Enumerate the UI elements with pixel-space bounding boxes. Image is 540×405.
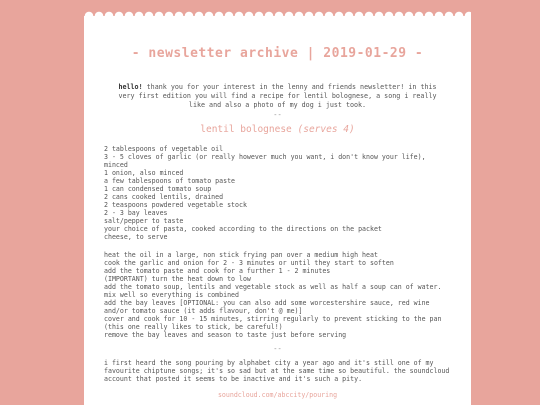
newsletter-page — [84, 16, 471, 405]
steps-list — [104, 251, 451, 339]
ingredient-line: 2 cans cooked lentils, drained — [104, 193, 224, 201]
step-line: add the tomato paste and cook for a further 1 - 2 minutes — [104, 267, 331, 275]
ingredients-list — [104, 145, 451, 241]
separator: -- — [273, 111, 282, 119]
ingredient-line: cheese, to serve — [104, 233, 168, 241]
intro-greeting: hello! — [118, 83, 143, 91]
intro-paragraph — [104, 83, 451, 110]
step-line: cook the garlic and onion for 2 - 3 minutes or until they start to soften — [104, 259, 394, 267]
page-title: - newsletter archive | 2019-01-29 - — [131, 46, 424, 61]
step-line: (IMPORTANT) turn the heat down to low — [104, 275, 251, 283]
song-paragraph: i first heard the song pouring by alphabet city a year ago and it's still one of my favourite chiptune songs; it's so sad but at the same time so beautiful. the soundcloud account that posted it seems to be inactive and it's such a pity. — [104, 359, 454, 383]
separator-2: -- — [273, 345, 282, 353]
recipe-name: lentil bolognese — [200, 124, 292, 135]
ingredient-line: 1 can condensed tomato soup — [104, 185, 212, 193]
ingredient-line: 2 - 3 bay leaves — [104, 209, 168, 217]
ingredient-line: 1 onion, also minced — [104, 169, 184, 177]
step-line: cover and cook for 10 - 15 minutes, stirring regularly to prevent sticking to the pan (this one really likes to stick, be careful!) — [104, 315, 446, 331]
ingredient-line: salt/pepper to taste — [104, 217, 184, 225]
song-link[interactable]: soundcloud.com/abccity/pouring — [217, 391, 338, 399]
step-line: remove the bay leaves and season to taste just before serving — [104, 331, 347, 339]
intro-text: thank you for your interest in the lenny and friends newsletter! in this very first edition you will find a recipe for lentil bolognese, a song i really like and also a photo of my dog i just took. — [118, 83, 437, 109]
ingredient-line: 2 teaspoons powdered vegetable stock — [104, 201, 247, 209]
recipe-title — [104, 124, 451, 135]
recipe-serves: (serves 4) — [297, 124, 355, 135]
step-line: add the bay leaves [OPTIONAL: you can also add some worcestershire sauce, red wine and/or tomato sauce (it adds flavour, don't @ me)] — [104, 299, 434, 315]
ingredient-line: your choice of pasta, cooked according to the directions on the packet — [104, 225, 382, 233]
ingredient-line: 2 tablespoons of vegetable oil — [104, 145, 224, 153]
step-line: add the tomato soup, lentils and vegetable stock as well as half a soup can of water. mix well so everything is combined — [104, 283, 446, 299]
ingredient-line: a few tablespoons of tomato paste — [104, 177, 236, 185]
ingredient-line: 3 - 5 cloves of garlic (or really however much you want, i don't know your life), minced — [104, 153, 430, 169]
step-line: heat the oil in a large, non stick frying pan over a medium high heat — [104, 251, 378, 259]
